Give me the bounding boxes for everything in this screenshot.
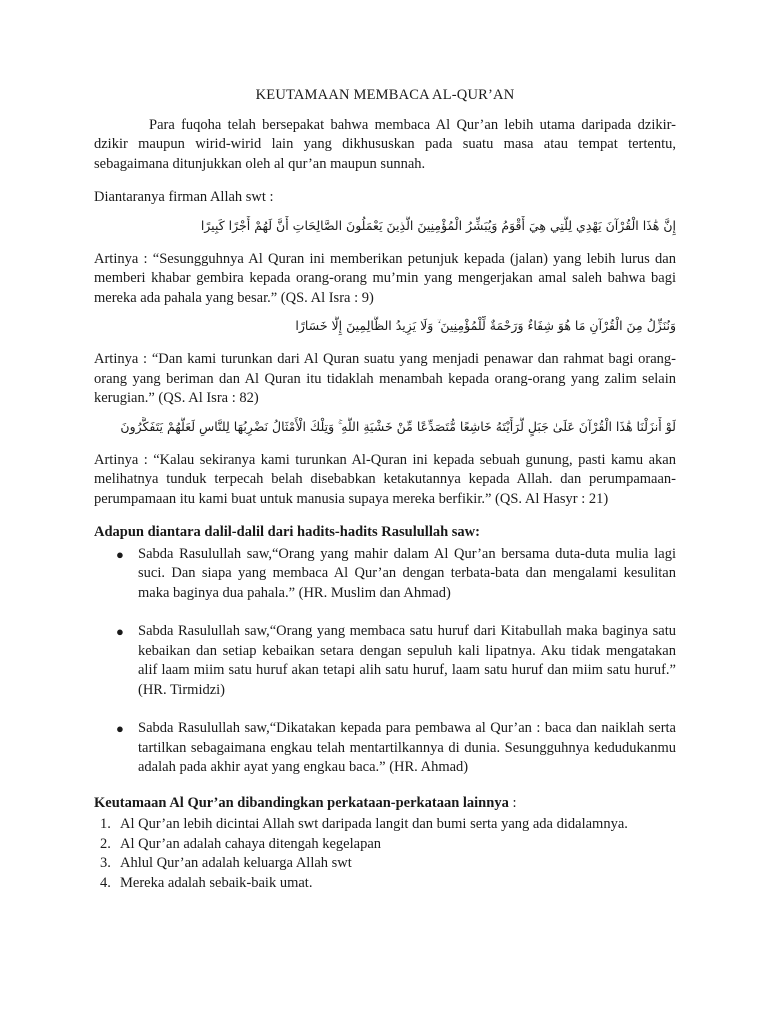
item-number: 3. [100,855,111,871]
item-number: 4. [100,874,111,891]
hadith-item [94,719,676,778]
verse-arabic-1: إِنَّ هَٰذَا الْقُرْآنَ يَهْدِي لِلَّتِي هِيَ أَقْوَمُ وَيُبَشِّرُ الْمُؤْمِنِينَ الَّذِينَ يَعْمَلُونَ الصَّالِحَاتِ أَنَّ لَهُمْ أَجْرًا كَبِيرًا [200,217,676,233]
hadith-text: Sabda Rasulullah saw,“Orang yang mahir dalam Al Qur’an bersama duta-duta mulia lagi suci. Dan siapa yang membaca Al Qur’an dengan terbata-bata dan mengalami kesulitan maka baginya dua pahala.” (HR. Muslim dan Ahmad) [138,545,676,601]
item-text: Al Qur’an lebih dicintai Allah swt daripada langit dan bumi serta yang ada didalamnya. [120,816,628,832]
comparison-list [94,815,676,893]
intro-paragraph: Para fuqoha telah bersepakat bahwa membaca Al Qur’an lebih utama daripada dzikir-dzikir maupun wirid-wirid lain yang dikhususkan pada suatu masa atau tempat tertentu, sebagaimana ditunjukkan oleh al qur’an maupun sunnah. [94,116,676,172]
item-text: Al Qur’an adalah cahaya ditengah kegelapan [120,835,382,852]
verse-translation-2: Artinya : “Dan kami turunkan dari Al Quran suatu yang menjadi penawar dan rahmat bagi orang-orang yang beriman dan Al Quran itu tidaklah menambah kepada orang-orang yang zalim selain kerugian.” (QS. Al Isra : 82) [94,351,676,406]
bullet-icon: ● [116,546,124,562]
verse-translation-3: Artinya : “Kalau sekiranya kami turunkan Al-Quran ini kepada sebuah gunung, pasti kamu akan melihatnya tunduk terpecah belah disebabkan ketakutannya kepada Allah. dan perumpamaan-perumpamaan itu kami buat untuk manusia supaya mereka berfikir.” (QS. Al Hasyr : 21) [94,451,676,507]
item-text: Ahlul Qur’an adalah keluarga Allah swt [120,855,352,871]
verse-arabic-3: لَوْ أَنزَلْنَا هَٰذَا الْقُرْآنَ عَلَىٰ جَبَلٍ لَّرَأَيْتَهُ خَاشِعًا مُّتَصَدِّعًا مِّنْ خَشْيَةِ اللَّهِ ۚ وَتِلْكَ الْأَمْثَالُ نَضْرِبُهَا لِلنَّاسِ لَعَلَّهُمْ يَتَفَكَّرُونَ [120,418,676,434]
hadith-text: Sabda Rasulullah saw,“Orang yang membaca satu huruf dari Kitabullah maka baginya satu kebaikan dan setiap kebaikan setara dengan sepuluh kali lipatnya. Aku tidak mengatakan alif laam miim satu huruf akan tetapi alih satu huruf, laam satu huruf dan miim satu huruf.” (HR. Tirmidzi) [138,623,676,698]
comparison-heading-line [94,794,676,814]
hadith-item [94,545,676,604]
hadith-list [94,545,676,778]
comparison-item [94,815,676,835]
firman-label: Diantaranya firman Allah swt : [94,189,274,205]
bullet-icon: ● [116,624,124,639]
hadith-heading: Adapun diantara dalil-dalil dari hadits-hadits Rasulullah saw: [94,524,480,540]
bullet-icon: ● [116,721,124,736]
comparison-heading-suffix: : [508,794,517,811]
comparison-item [94,874,676,894]
hadith-item [94,622,676,700]
document-content [94,86,676,893]
comparison-item [94,854,676,874]
page-title: KEUTAMAAN MEMBACA AL-QUR’AN [255,87,515,103]
item-number: 2. [100,835,111,852]
comparison-heading: Keutamaan Al Qur’an dibandingkan perkataan-perkataan lainnya [94,794,509,811]
hadith-text: Sabda Rasulullah saw,“Dikatakan kepada para pembawa al Qur’an : baca dan naiklah serta tartilkan sebagaimana engkau telah mentartilkannya di dunia. Sesungguhnya kedudukanmu adalah pada akhir ayat yang engkau baca.” (HR. Ahmad) [138,720,676,775]
item-text: Mereka adalah sebaik-baik umat. [120,874,313,891]
item-number: 1. [100,816,111,832]
verse-arabic-2: وَنُنَزِّلُ مِنَ الْقُرْآنِ مَا هُوَ شِفَاءٌ وَرَحْمَةٌ لِّلْمُؤْمِنِينَ ۙ وَلَا يَزِيدُ الظَّالِمِينَ إِلَّا خَسَارًا [295,318,676,333]
comparison-item [94,835,676,855]
verse-translation-1: Artinya : “Sesungguhnya Al Quran ini memberikan petunjuk kepada (jalan) yang lebih lurus dan memberi khabar gembira kepada orang-orang mu’min yang mengerjakan amal saleh bahwa bagi mereka ada pahala yang besar.” (QS. Al Isra : 9) [94,250,676,306]
